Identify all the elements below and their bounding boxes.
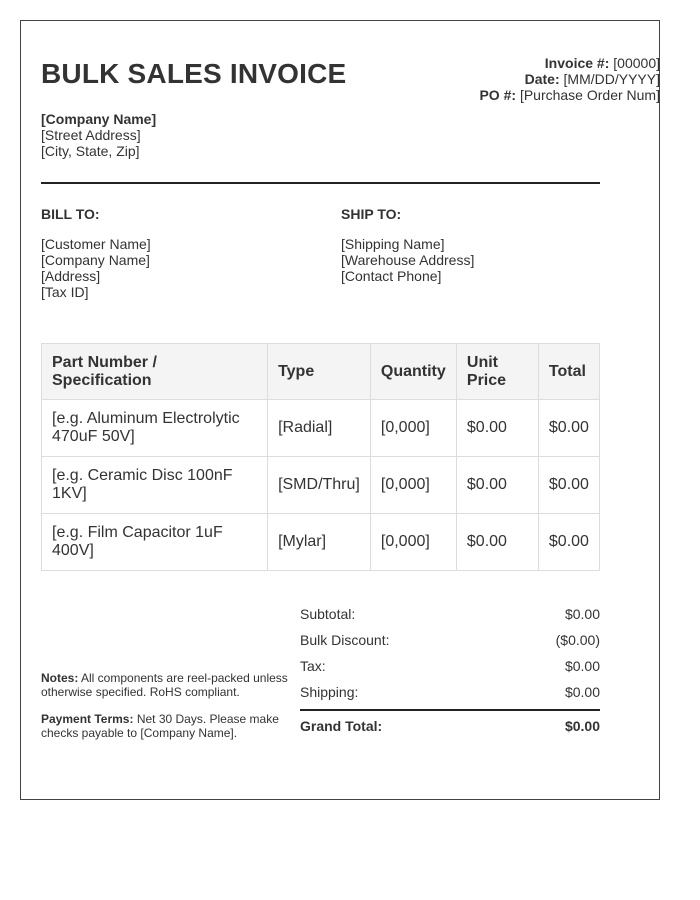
- bill-to-header: BILL TO:: [41, 206, 100, 222]
- bill-to-line: [Tax ID]: [41, 284, 89, 300]
- cell-part: [e.g. Film Capacitor 1uF 400V]: [42, 514, 268, 571]
- notes-block: [41, 671, 296, 699]
- bill-to-line: [Customer Name]: [41, 236, 151, 252]
- invoice-number-label: Invoice #:: [544, 55, 610, 71]
- ship-to-line: [Warehouse Address]: [341, 252, 475, 268]
- payment-terms-block: [41, 712, 296, 740]
- cell-part: [e.g. Aluminum Electrolytic 470uF 50V]: [42, 400, 268, 457]
- grand-total-label: Grand Total:: [300, 718, 383, 734]
- table-header-row: [42, 344, 600, 400]
- shipping-label: Shipping:: [300, 684, 359, 700]
- table-row: [42, 400, 600, 457]
- po-number-value: [Purchase Order Num]: [519, 87, 660, 103]
- col-header-quantity: Quantity: [370, 344, 456, 400]
- ship-to-header: SHIP TO:: [341, 206, 402, 222]
- header-divider: [41, 182, 600, 184]
- discount-row: [300, 631, 600, 657]
- cell-total: $0.00: [538, 514, 599, 571]
- cell-quantity: [0,000]: [370, 457, 456, 514]
- invoice-date-line: [479, 71, 660, 87]
- table-row: [42, 514, 600, 571]
- company-name: [Company Name]: [41, 111, 157, 127]
- invoice-title: BULK SALES INVOICE: [41, 58, 347, 89]
- cell-unit-price: $0.00: [456, 400, 538, 457]
- po-number-label: PO #:: [479, 87, 517, 103]
- notes-text: All components are reel-packed unless otherwise specified. RoHS compliant.: [41, 671, 288, 699]
- notes-label: Notes:: [41, 671, 79, 685]
- invoice-number-line: [479, 55, 660, 71]
- cell-total: $0.00: [538, 457, 599, 514]
- invoice-date-label: Date:: [524, 71, 560, 87]
- tax-label: Tax:: [300, 658, 326, 674]
- cell-type: [Radial]: [268, 400, 371, 457]
- company-block: [41, 111, 156, 159]
- bill-to-line: [Company Name]: [41, 252, 150, 268]
- cell-unit-price: $0.00: [456, 457, 538, 514]
- cell-quantity: [0,000]: [370, 514, 456, 571]
- company-street: [Street Address]: [41, 127, 141, 143]
- payment-terms-label: Payment Terms:: [41, 712, 134, 726]
- totals-block: [300, 605, 600, 735]
- shipping-value: $0.00: [564, 684, 600, 700]
- shipping-row: [300, 683, 600, 709]
- bill-to-block: [41, 206, 151, 300]
- discount-value: ($0.00): [555, 632, 600, 648]
- company-city: [City, State, Zip]: [41, 143, 140, 159]
- ship-to-line: [Contact Phone]: [341, 268, 442, 284]
- line-items-table: [41, 343, 600, 571]
- col-header-total: Total: [538, 344, 599, 400]
- col-header-type: Type: [268, 344, 371, 400]
- po-number-line: [479, 87, 660, 103]
- invoice-meta: [479, 55, 660, 103]
- grand-total-value: $0.00: [564, 718, 600, 734]
- ship-to-block: [341, 206, 474, 284]
- cell-type: [Mylar]: [268, 514, 371, 571]
- tax-value: $0.00: [564, 658, 600, 674]
- grand-total-row: [300, 709, 600, 735]
- subtotal-value: $0.00: [564, 606, 600, 622]
- subtotal-label: Subtotal:: [300, 606, 356, 622]
- cell-part: [e.g. Ceramic Disc 100nF 1KV]: [42, 457, 268, 514]
- cell-total: $0.00: [538, 400, 599, 457]
- col-header-unit-price: Unit Price: [456, 344, 538, 400]
- bill-to-line: [Address]: [41, 268, 101, 284]
- discount-label: Bulk Discount:: [300, 632, 390, 648]
- cell-type: [SMD/Thru]: [268, 457, 371, 514]
- subtotal-row: [300, 605, 600, 631]
- cell-quantity: [0,000]: [370, 400, 456, 457]
- ship-to-line: [Shipping Name]: [341, 236, 445, 252]
- invoice-date-value: [MM/DD/YYYY]: [563, 71, 660, 87]
- col-header-part: Part Number / Specification: [42, 344, 268, 400]
- invoice-number-value: [00000]: [613, 55, 660, 71]
- tax-row: [300, 657, 600, 683]
- payment-terms-text: Net 30 Days. Please make checks payable to [Company Name].: [41, 712, 279, 740]
- table-row: [42, 457, 600, 514]
- cell-unit-price: $0.00: [456, 514, 538, 571]
